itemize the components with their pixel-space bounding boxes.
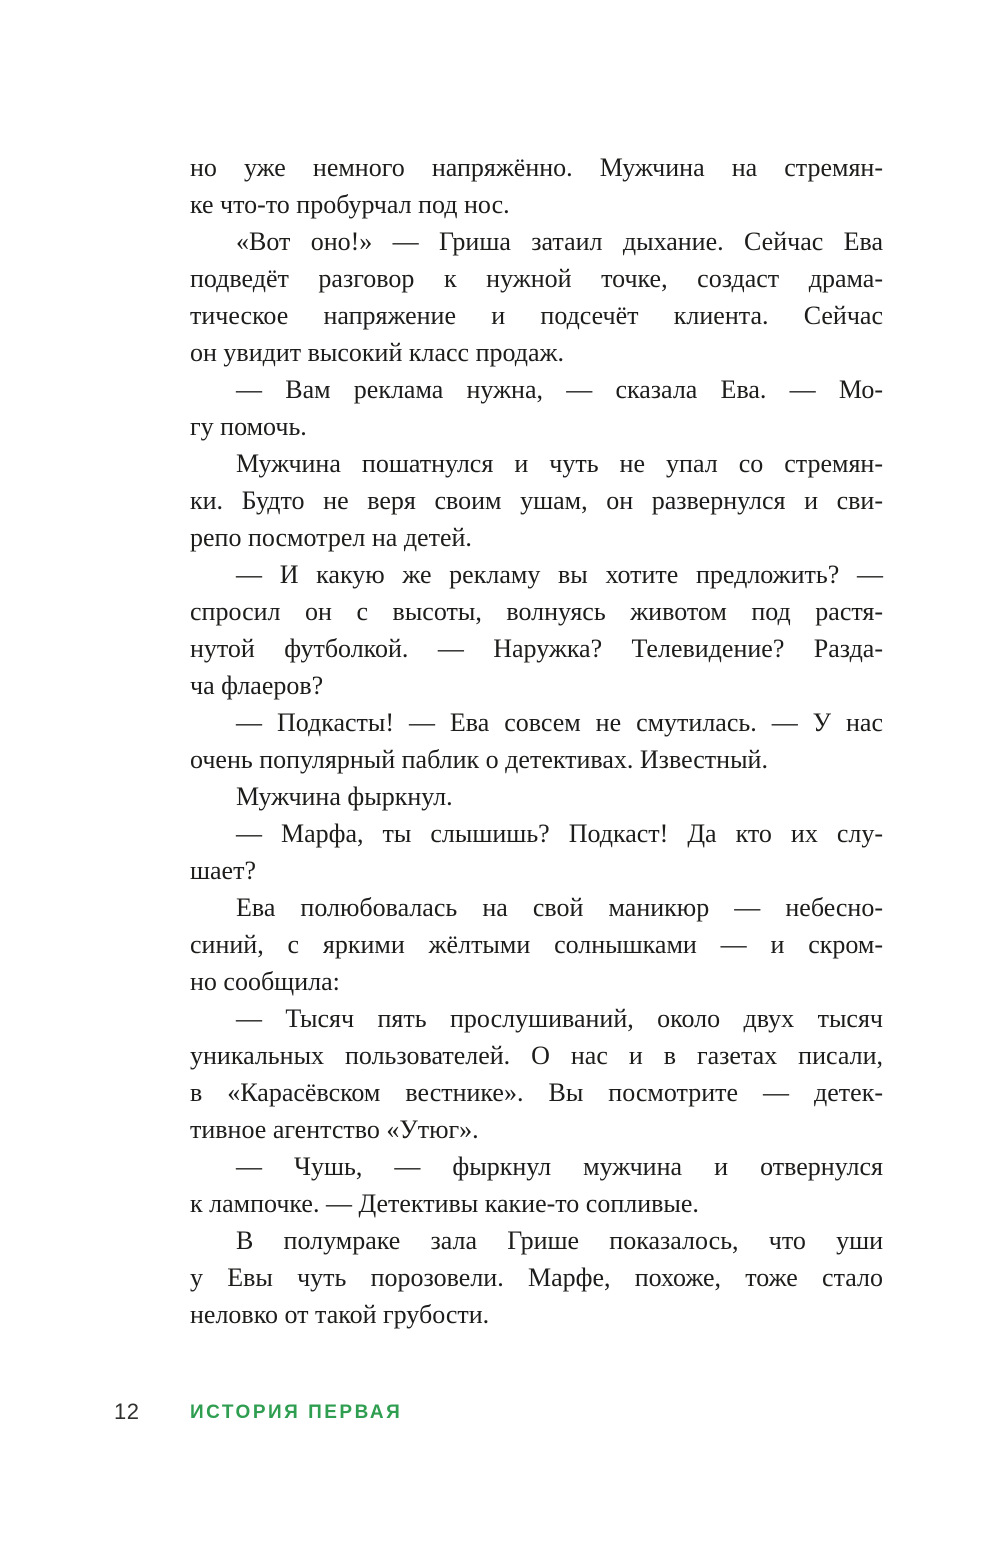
text-line: ча флаеров? bbox=[190, 671, 324, 700]
text-line: — Вам реклама нужна, — сказала Ева. — Мо- bbox=[236, 375, 883, 404]
text-line: очень популярный паблик о детективах. Известный. bbox=[190, 745, 768, 774]
text-line: в «Карасёвском вестнике». Вы посмотрите — детек- bbox=[190, 1078, 883, 1107]
text-line: В полумраке зала Грише показалось, что уши bbox=[236, 1226, 883, 1255]
text-line: тическое напряжение и подсечёт клиента. Сейчас bbox=[190, 301, 883, 330]
book-text bbox=[190, 149, 883, 1333]
text-line: синий, с яркими жёлтыми солнышками — и скром- bbox=[190, 930, 883, 959]
running-title: ИСТОРИЯ ПЕРВАЯ bbox=[190, 1402, 403, 1423]
text-line: репо посмотрел на детей. bbox=[190, 523, 472, 552]
text-line: — Тысяч пять прослушиваний, около двух тысяч bbox=[236, 1004, 883, 1033]
text-line: он увидит высокий класс продаж. bbox=[190, 338, 564, 367]
text-line: — Подкасты! — Ева совсем не смутилась. — У нас bbox=[236, 708, 883, 737]
page-number: 12 bbox=[114, 1399, 140, 1424]
text-line: уникальных пользователей. О нас и в газетах писали, bbox=[190, 1041, 883, 1070]
text-line: «Вот оно!» — Гриша затаил дыхание. Сейчас Ева bbox=[236, 227, 883, 256]
text-line: — И какую же рекламу вы хотите предложить? — bbox=[236, 560, 883, 589]
text-line: но сообщила: bbox=[190, 967, 340, 996]
text-line: спросил он с высоты, волнуясь животом под растя- bbox=[190, 597, 883, 626]
text-line: Ева полюбовалась на свой маникюр — небесно- bbox=[236, 893, 883, 922]
text-line: Мужчина пошатнулся и чуть не упал со стремян- bbox=[236, 449, 883, 478]
text-line: подведёт разговор к нужной точке, создаст драма- bbox=[190, 264, 883, 293]
text-line: к лампочке. — Детективы какие-то сопливые. bbox=[190, 1189, 699, 1218]
text-line: шает? bbox=[190, 856, 257, 885]
text-line: — Чушь, — фыркнул мужчина и отвернулся bbox=[236, 1152, 883, 1181]
text-line: Мужчина фыркнул. bbox=[236, 782, 453, 811]
text-line: гу помочь. bbox=[190, 412, 307, 441]
text-line: — Марфа, ты слышишь? Подкаст! Да кто их слу- bbox=[236, 819, 883, 848]
text-line: неловко от такой грубости. bbox=[190, 1300, 490, 1329]
text-line: нутой футболкой. — Наружка? Телевидение? Разда- bbox=[190, 634, 883, 663]
text-line: ке что-то пробурчал под нос. bbox=[190, 190, 510, 219]
text-line: тивное агентство «Утюг». bbox=[190, 1115, 479, 1144]
text-line: у Евы чуть порозовели. Марфе, похоже, тоже стало bbox=[190, 1263, 883, 1292]
text-line: ки. Будто не веря своим ушам, он развернулся и сви- bbox=[190, 486, 883, 515]
text-line: но уже немного напряжённо. Мужчина на стремян- bbox=[190, 153, 883, 182]
page-footer bbox=[0, 1399, 1000, 1431]
